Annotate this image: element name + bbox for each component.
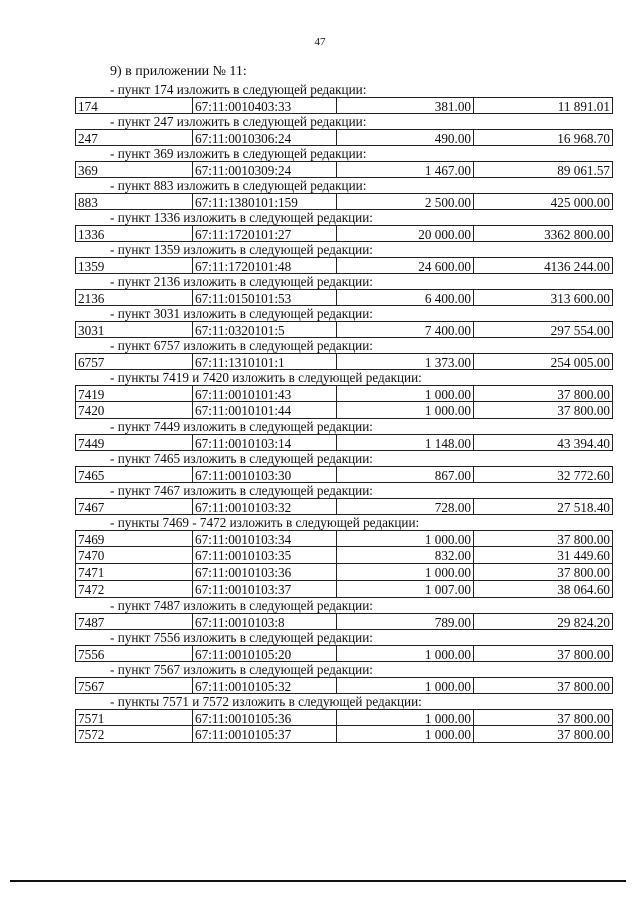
item-number-cell: 7419 xyxy=(75,385,192,402)
amendment-caption: - пункт 247 изложить в следующей редакции: xyxy=(110,114,367,129)
item-number-cell: 7472 xyxy=(75,581,192,598)
area-cell: 490.00 xyxy=(336,129,473,146)
area-cell: 20 000.00 xyxy=(336,225,473,242)
table-row xyxy=(75,257,613,274)
item-number-cell: 247 xyxy=(75,129,192,146)
cadastral-number-cell: 67:11:0010103:37 xyxy=(192,581,336,598)
cadastral-number-cell: 67:11:1720101:48 xyxy=(192,257,336,274)
table-row xyxy=(75,530,613,547)
amendment-caption: - пункт 3031 изложить в следующей редакции: xyxy=(110,306,373,321)
value-cell: 27 518.40 xyxy=(473,498,613,515)
amendment-caption: - пункт 7567 изложить в следующей редакции: xyxy=(110,662,373,677)
area-cell: 1 000.00 xyxy=(336,385,473,402)
table-row xyxy=(75,321,613,338)
amendment-caption: - пункты 7469 - 7472 изложить в следующей редакции: xyxy=(110,515,420,530)
cadastral-number-cell: 67:11:0010101:44 xyxy=(192,402,336,419)
amendment-caption: - пункт 883 изложить в следующей редакции: xyxy=(110,178,367,193)
amendment-table xyxy=(75,385,613,419)
cadastral-number-cell: 67:11:0010103:35 xyxy=(192,547,336,564)
area-cell: 1 000.00 xyxy=(336,677,473,694)
area-cell: 867.00 xyxy=(336,466,473,483)
value-cell: 43 394.40 xyxy=(473,434,613,451)
amendment-caption: - пункт 1336 изложить в следующей редакции: xyxy=(110,210,373,225)
area-cell: 1 148.00 xyxy=(336,434,473,451)
value-cell: 37 800.00 xyxy=(473,385,613,402)
cadastral-number-cell: 67:11:0010105:36 xyxy=(192,709,336,726)
area-cell: 1 373.00 xyxy=(336,353,473,370)
item-number-cell: 7571 xyxy=(75,709,192,726)
value-cell: 89 061.57 xyxy=(473,161,613,178)
amendment-table xyxy=(75,257,613,274)
table-row xyxy=(75,225,613,242)
cadastral-number-cell: 67:11:0010103:14 xyxy=(192,434,336,451)
item-number-cell: 7567 xyxy=(75,677,192,694)
amendment-table xyxy=(75,129,613,146)
item-number-cell: 3031 xyxy=(75,321,192,338)
amendment-caption: - пункт 7467 изложить в следующей редакции: xyxy=(110,483,373,498)
area-cell: 832.00 xyxy=(336,547,473,564)
amendment-table xyxy=(75,466,613,483)
table-row xyxy=(75,129,613,146)
amendment-table xyxy=(75,645,613,662)
table-row xyxy=(75,613,613,630)
amendment-table xyxy=(75,353,613,370)
cadastral-number-cell: 67:11:0010105:32 xyxy=(192,677,336,694)
item-number-cell: 2136 xyxy=(75,289,192,306)
amendment-table xyxy=(75,97,613,114)
amendment-table xyxy=(75,498,613,515)
item-number-cell: 7487 xyxy=(75,613,192,630)
cadastral-number-cell: 67:11:1310101:1 xyxy=(192,353,336,370)
cadastral-number-cell: 67:11:0010103:32 xyxy=(192,498,336,515)
cadastral-number-cell: 67:11:0010103:34 xyxy=(192,530,336,547)
amendment-table xyxy=(75,321,613,338)
area-cell: 1 000.00 xyxy=(336,709,473,726)
area-cell: 1 000.00 xyxy=(336,402,473,419)
value-cell: 37 800.00 xyxy=(473,530,613,547)
amendment-caption: - пункт 1359 изложить в следующей редакции: xyxy=(110,242,373,257)
table-row xyxy=(75,289,613,306)
amendment-caption: - пункты 7571 и 7572 изложить в следующей редакции: xyxy=(110,694,422,709)
item-number-cell: 369 xyxy=(75,161,192,178)
area-cell: 7 400.00 xyxy=(336,321,473,338)
value-cell: 38 064.60 xyxy=(473,581,613,598)
value-cell: 32 772.60 xyxy=(473,466,613,483)
area-cell: 789.00 xyxy=(336,613,473,630)
amendment-caption: - пункт 7465 изложить в следующей редакции: xyxy=(110,451,373,466)
amendment-caption: - пункт 7556 изложить в следующей редакции: xyxy=(110,630,373,645)
value-cell: 254 005.00 xyxy=(473,353,613,370)
area-cell: 6 400.00 xyxy=(336,289,473,306)
amendment-caption: - пункт 174 изложить в следующей редакции: xyxy=(110,82,367,97)
area-cell: 381.00 xyxy=(336,97,473,114)
table-row xyxy=(75,402,613,419)
table-row xyxy=(75,498,613,515)
cadastral-number-cell: 67:11:0010306:24 xyxy=(192,129,336,146)
value-cell: 31 449.60 xyxy=(473,547,613,564)
item-number-cell: 7465 xyxy=(75,466,192,483)
value-cell: 3362 800.00 xyxy=(473,225,613,242)
table-row xyxy=(75,547,613,564)
table-row xyxy=(75,97,613,114)
section-intro: 9) в приложении № 11: xyxy=(110,64,247,79)
cadastral-number-cell: 67:11:0010103:30 xyxy=(192,466,336,483)
table-row xyxy=(75,726,613,743)
cadastral-number-cell: 67:11:0010105:20 xyxy=(192,645,336,662)
value-cell: 37 800.00 xyxy=(473,402,613,419)
item-number-cell: 883 xyxy=(75,193,192,210)
area-cell: 1 007.00 xyxy=(336,581,473,598)
amendment-table xyxy=(75,709,613,743)
value-cell: 37 800.00 xyxy=(473,645,613,662)
area-cell: 1 000.00 xyxy=(336,726,473,743)
area-cell: 728.00 xyxy=(336,498,473,515)
value-cell: 11 891.01 xyxy=(473,97,613,114)
cadastral-number-cell: 67:11:0010103:8 xyxy=(192,613,336,630)
item-number-cell: 7467 xyxy=(75,498,192,515)
item-number-cell: 1359 xyxy=(75,257,192,274)
amendment-table xyxy=(75,225,613,242)
value-cell: 37 800.00 xyxy=(473,726,613,743)
cadastral-number-cell: 67:11:0010103:36 xyxy=(192,564,336,581)
amendment-caption: - пункт 7449 изложить в следующей редакции: xyxy=(110,419,373,434)
amendment-caption: - пункт 6757 изложить в следующей редакции: xyxy=(110,338,373,353)
area-cell: 1 000.00 xyxy=(336,564,473,581)
amendment-caption: - пункт 369 изложить в следующей редакции: xyxy=(110,146,367,161)
area-cell: 24 600.00 xyxy=(336,257,473,274)
page-number: 47 xyxy=(314,36,326,48)
amendment-caption: - пункт 2136 изложить в следующей редакции: xyxy=(110,274,373,289)
value-cell: 425 000.00 xyxy=(473,193,613,210)
table-row xyxy=(75,434,613,451)
item-number-cell: 7471 xyxy=(75,564,192,581)
cadastral-number-cell: 67:11:0010101:43 xyxy=(192,385,336,402)
value-cell: 297 554.00 xyxy=(473,321,613,338)
table-row xyxy=(75,193,613,210)
table-row xyxy=(75,564,613,581)
amendment-table xyxy=(75,289,613,306)
item-number-cell: 1336 xyxy=(75,225,192,242)
value-cell: 37 800.00 xyxy=(473,677,613,694)
value-cell: 37 800.00 xyxy=(473,564,613,581)
item-number-cell: 7572 xyxy=(75,726,192,743)
cadastral-number-cell: 67:11:0010309:24 xyxy=(192,161,336,178)
item-number-cell: 7420 xyxy=(75,402,192,419)
table-row xyxy=(75,385,613,402)
cadastral-number-cell: 67:11:0320101:5 xyxy=(192,321,336,338)
amendment-caption: - пункт 7487 изложить в следующей редакции: xyxy=(110,598,373,613)
cadastral-number-cell: 67:11:0150101:53 xyxy=(192,289,336,306)
amendment-caption: - пункты 7419 и 7420 изложить в следующей редакции: xyxy=(110,370,422,385)
amendment-table xyxy=(75,530,613,598)
cadastral-number-cell: 67:11:0010105:37 xyxy=(192,726,336,743)
cadastral-number-cell: 67:11:0010403:33 xyxy=(192,97,336,114)
item-number-cell: 7470 xyxy=(75,547,192,564)
table-row xyxy=(75,677,613,694)
area-cell: 2 500.00 xyxy=(336,193,473,210)
value-cell: 29 824.20 xyxy=(473,613,613,630)
amendment-table xyxy=(75,677,613,694)
table-row xyxy=(75,353,613,370)
amendment-table xyxy=(75,193,613,210)
area-cell: 1 467.00 xyxy=(336,161,473,178)
item-number-cell: 7556 xyxy=(75,645,192,662)
amendment-table xyxy=(75,434,613,451)
item-number-cell: 174 xyxy=(75,97,192,114)
value-cell: 37 800.00 xyxy=(473,709,613,726)
area-cell: 1 000.00 xyxy=(336,530,473,547)
area-cell: 1 000.00 xyxy=(336,645,473,662)
amendment-table xyxy=(75,613,613,630)
table-row xyxy=(75,161,613,178)
table-row xyxy=(75,466,613,483)
item-number-cell: 6757 xyxy=(75,353,192,370)
value-cell: 313 600.00 xyxy=(473,289,613,306)
cadastral-number-cell: 67:11:1720101:27 xyxy=(192,225,336,242)
cadastral-number-cell: 67:11:1380101:159 xyxy=(192,193,336,210)
table-row xyxy=(75,581,613,598)
value-cell: 4136 244.00 xyxy=(473,257,613,274)
table-row xyxy=(75,645,613,662)
table-row xyxy=(75,709,613,726)
bottom-rule xyxy=(10,880,626,882)
amendment-table xyxy=(75,161,613,178)
amendments-list xyxy=(75,82,613,743)
value-cell: 16 968.70 xyxy=(473,129,613,146)
item-number-cell: 7449 xyxy=(75,434,192,451)
item-number-cell: 7469 xyxy=(75,530,192,547)
